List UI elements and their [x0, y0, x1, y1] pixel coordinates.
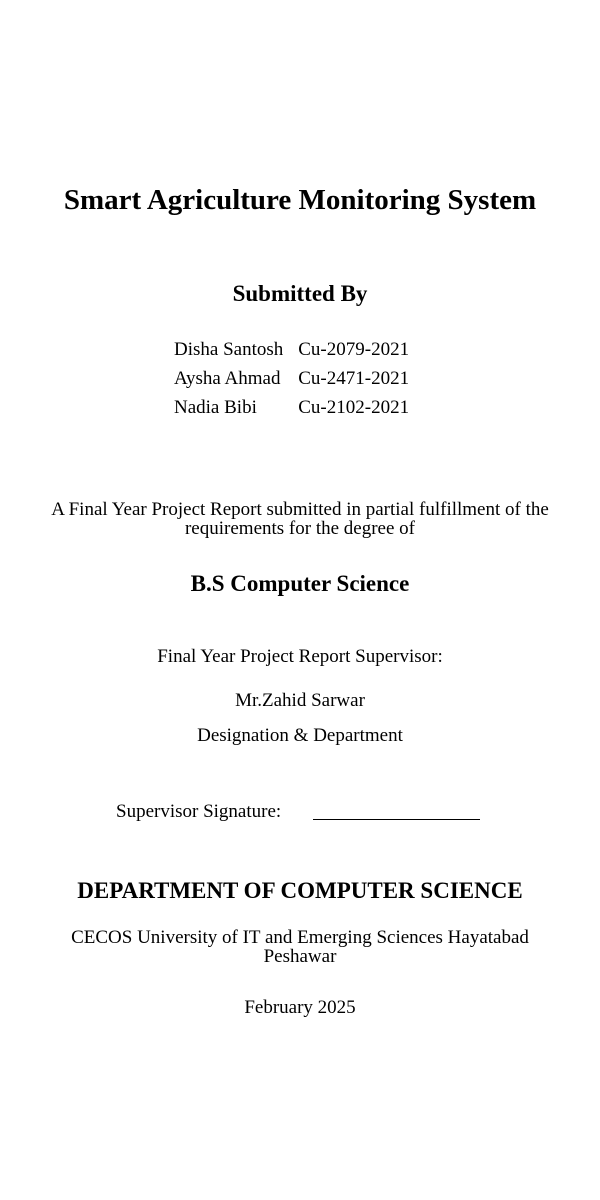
university-name — [0, 928, 600, 966]
member-roll-number: Cu-2471-2021 — [298, 368, 410, 389]
supervisor-label: Final Year Project Report Supervisor: — [157, 646, 443, 667]
degree-statement-line: requirements for the degree of — [184, 518, 415, 539]
university-name-line: Peshawar — [263, 946, 337, 967]
degree-name: B.S Computer Science — [190, 571, 410, 596]
university-name-line: CECOS University of IT and Emerging Sciences Hayatabad — [71, 927, 529, 948]
member-row — [174, 393, 409, 422]
member-name: Aysha Ahmad — [174, 368, 281, 389]
report-title: Smart Agriculture Monitoring System — [63, 184, 537, 216]
member-row — [174, 364, 409, 393]
submitted-by-heading: Submitted By — [232, 281, 368, 306]
member-name: Nadia Bibi — [174, 397, 257, 418]
members-table — [174, 335, 409, 422]
signature-label: Supervisor Signature: — [116, 801, 282, 822]
supervisor-designation: Designation & Department — [197, 725, 403, 746]
degree-statement-line: A Final Year Project Report submitted in partial fulfillment of the — [51, 499, 549, 520]
department-name: DEPARTMENT OF COMPUTER SCIENCE — [77, 878, 523, 903]
member-row — [174, 335, 409, 364]
degree-statement — [0, 500, 600, 538]
member-name: Disha Santosh — [174, 339, 284, 360]
member-roll-number: Cu-2102-2021 — [298, 397, 410, 418]
signature-line — [313, 819, 480, 820]
supervisor-name: Mr.Zahid Sarwar — [235, 690, 365, 711]
submission-date: February 2025 — [244, 997, 356, 1018]
member-roll-number: Cu-2079-2021 — [298, 339, 410, 360]
